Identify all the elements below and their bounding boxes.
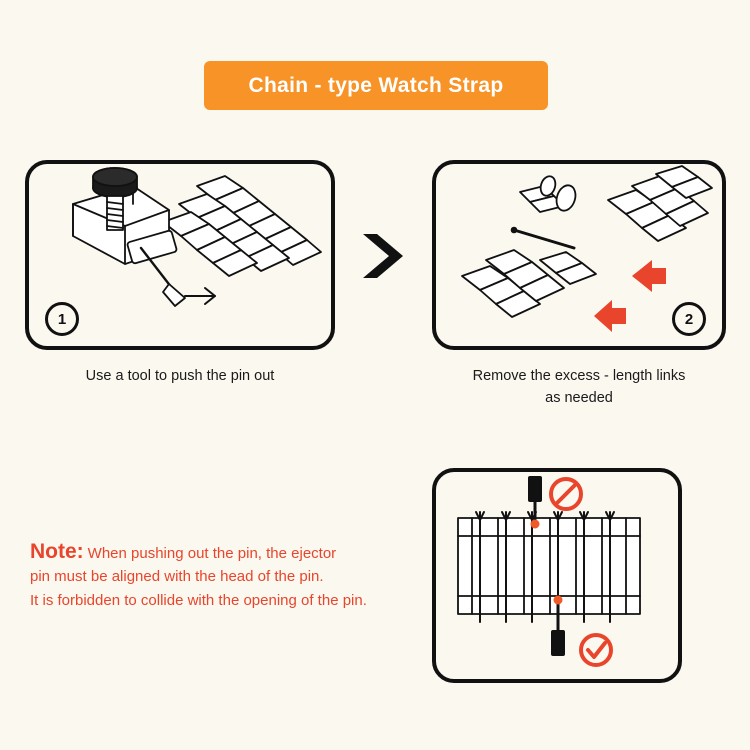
note-line-1: When pushing out the pin, the ejector [87,545,337,562]
step-2-badge: 2 [672,302,706,336]
page-title-banner [204,61,548,110]
note-line-3: It is forbidden to collide with the opening of the pin. [30,591,367,609]
note-label: Note: [30,540,84,563]
prohibited-icon [551,479,581,509]
check-circle-icon [581,635,611,665]
step-2-caption-line-1: Remove the excess - length links [472,368,686,384]
step-1-panel [25,160,335,350]
pin-alignment-illustration [436,472,678,679]
chevron-right-icon [355,228,411,284]
detail-panel [432,468,682,683]
step-2-panel [432,160,726,350]
step-2-caption [422,366,736,410]
page-title: Chain - type Watch Strap [248,73,504,97]
step-1-badge: 1 [45,302,79,336]
note-line-2: pin must be aligned with the head of the pin. [30,568,324,586]
note-block [30,540,430,612]
note-first-line [30,540,430,565]
step-2-caption-line-2: as needed [545,389,613,406]
step-1-caption: Use a tool to push the pin out [85,368,275,384]
